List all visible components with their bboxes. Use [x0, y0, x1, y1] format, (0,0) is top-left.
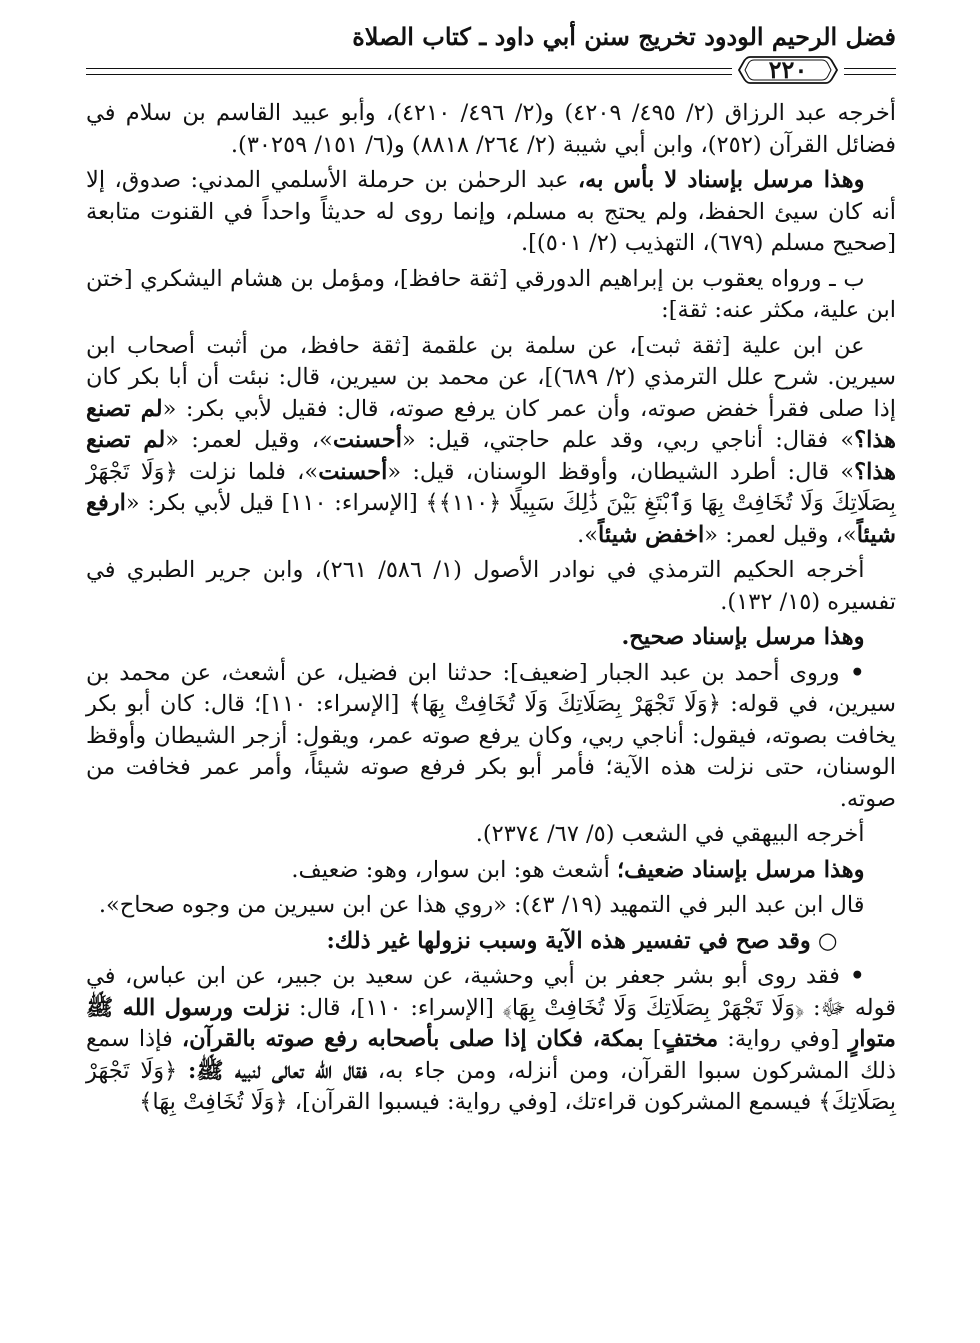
bold-text: بمكة، فكان إذا صلى بأصحابه رفع صوته بالقرآن، — [181, 1026, 644, 1052]
paragraph — [86, 819, 896, 851]
text-run: ○ — [810, 927, 838, 954]
text-run: »، وقيل لعمر: « — [165, 427, 333, 453]
text-run: ب ـ ورواه يعقوب بن إبراهيم الدورقي [ثقة حافظ]، ومؤمل بن هشام اليشكري [ختن ابن علية، مكثر عنه: ثقة]: — [86, 265, 896, 323]
header-rule — [86, 74, 732, 75]
running-title: فضل الرحيم الودود تخريج سنن أبي داود ـ كتاب الصلاة — [352, 22, 896, 51]
bold-text: لم تصنع هذا؟ — [86, 427, 896, 485]
bold-text: لم تصنع هذا؟ — [86, 395, 896, 453]
bold-text: فقال الله تعالى لنبيه ﷺ: — [188, 1057, 367, 1084]
paragraph — [86, 961, 896, 1119]
text-run: ». — [577, 521, 599, 548]
text-run: أخرجه البيهقي في الشعب (٥/ ٦٧/ ٢٣٧٤). — [475, 821, 865, 847]
paragraph — [86, 855, 896, 887]
paragraph — [86, 165, 896, 260]
page-number-frame — [738, 55, 838, 85]
bold-text: أحسنت — [332, 427, 402, 453]
text-run: ﴿وَلَا تَجْهَرْ بِصَلَاتِكَ﴾ فيسمع المشركون قراءتك، [وفي رواية: فيسبوا القرآن]، ﴿وَلَا تُخَافِتْ بِهَا﴾ — [86, 1057, 896, 1115]
paragraph — [86, 555, 896, 618]
header-rule — [86, 68, 732, 69]
paragraph — [86, 331, 896, 552]
text-run: عبد الرحمٰن بن حرملة الأسلمي المدني: صدوق، إلا أنه كان سيئ الحفظ، ولم يحتج به مسلم، وإنما روى له حديثاً واحداً في القنوت متابعة [صحيح مسلم (٦٧٩)، التهذيب (٢/ ٥٠١)]. — [86, 167, 896, 256]
page-number: ٢٢٠ — [768, 55, 808, 84]
bold-text: • — [839, 659, 865, 686]
text-run: قال ابن عبد البر في التمهيد (١٩/ ٤٣): «روي هذا عن ابن سيرين من وجوه صحاح». — [98, 892, 865, 918]
bold-text: وقد صح في تفسير هذه الآية وسبب نزولها غير ذلك: — [326, 927, 811, 954]
text-run: ] — [643, 1026, 662, 1052]
text-run: »، وقيل لعمر: « — [704, 521, 857, 548]
header-rule — [844, 68, 896, 69]
text-run: فإذا سمع ذلك المشركون سبوا القرآن، ومن أنزله، ومن جاء به، — [86, 1026, 896, 1084]
paragraph — [86, 658, 896, 816]
text-run: » فقال: أناجي ربي، وقد علم حاجتي، قيل: « — [401, 427, 855, 453]
bold-text: • — [839, 963, 865, 989]
bold-text: وهذا مرسل بإسناد لا بأس به، — [577, 167, 865, 193]
text-run: أخرجه عبد الرزاق (٢/ ٤٩٥/ ٤٢٠٩) و(٢/ ٤٩٦/ ٤٢١٠)، وأبو عبيد القاسم بن سلام في فضائل القرآن (٢٥٢)، وابن أبي شيبة (٢/ ٢٦٤/ ٨٨١٨) و(٦/ ١٥١/ ٣٠٢٥٩). — [86, 100, 897, 158]
paragraph — [86, 926, 896, 958]
text-run: عن ابن علية [ثقة ثبت]، عن سلمة بن علقمة [ثقة حافظ، من أثبت أصحاب ابن سيرين. شرح علل الترمذي (٢/ ٦٨٩)]، عن محمد بن سيرين، قال: نبئت أن أبا بكر كان إذا صلى فقرأ خفض صوته، وأن عمر كان يرفع صوته، قال: فقيل لأبي بكر: « — [86, 332, 896, 422]
text-run: أشعث هو: ابن سوار، وهو: ضعيف. — [291, 856, 618, 883]
text-run: »، فلما نزلت ﴿وَلَا تَجْهَرْ بِصَلَاتِكَ وَلَا تُخَافِتْ بِهَا وَٱبْتَغِ بَيْنَ ذَٰلِكَ سَبِيلًا ﴿١١٠﴾﴾ [الإسراء: ١١٠] قيل لأبي بكر: « — [86, 458, 896, 516]
bold-text: نزلت ورسول الله ﷺ متوارٍ — [86, 994, 896, 1052]
body-text — [86, 98, 896, 1123]
text-run: فقد روى أبو بشر جعفر بن أبي وحشية، عن سعيد بن جبير، عن ابن عباس، في قوله ﷻ: ﴿وَلَا تَجْهَرْ بِصَلَاتِكَ وَلَا تُخَافِتْ بِهَا﴾ [الإسراء: ١١٠]، قال: — [86, 963, 897, 1021]
text-run: [وفي رواية: — [718, 1026, 849, 1052]
bold-text: أحسنت — [318, 458, 388, 485]
bold-text: وهذا مرسل بإسناد صحيح. — [621, 624, 865, 650]
bold-text: اخفض شيئاً — [598, 521, 705, 548]
header-rule — [844, 74, 896, 75]
bold-text: ارفع شيئاً — [86, 490, 896, 548]
paragraph — [86, 264, 896, 327]
text-run: أخرجه الحكيم الترمذي في نوادر الأصول (١/ ٥٨٦/ ٢٦١)، وابن جرير الطبري في تفسيره (١٥/ ١٣٢). — [86, 557, 896, 615]
paragraph — [86, 98, 896, 161]
page-header — [86, 18, 896, 84]
bold-text: مختفٍ — [661, 1026, 719, 1052]
paragraph — [86, 622, 896, 654]
text-run: » قال: أطرد الشيطان، وأوقظ الوسنان، قيل: « — [387, 458, 855, 485]
paragraph — [86, 890, 896, 922]
text-run: وروى أحمد بن عبد الجبار [ضعيف]: حدثنا ابن فضيل، عن أشعث، عن محمد بن سيرين، في قوله: ﴿وَلَا تَجْهَرْ بِصَلَاتِكَ وَلَا تُخَافِتْ بِهَا﴾ [الإسراء: ١١٠]؛ قال: كان أبو بكر يخافت بصوته، فيقول: أناجي ربي، وكان يرفع صوته عمر، ويقول: أزجر الشيطان وأوقظ الوسنان، حتى نزلت هذه الآية؛ فأمر أبو بكر فرفع صوته شيئاً، وأمر عمر فخافت من صوته. — [86, 659, 896, 812]
bold-text: وهذا مرسل بإسناد ضعيف؛ — [617, 856, 865, 883]
